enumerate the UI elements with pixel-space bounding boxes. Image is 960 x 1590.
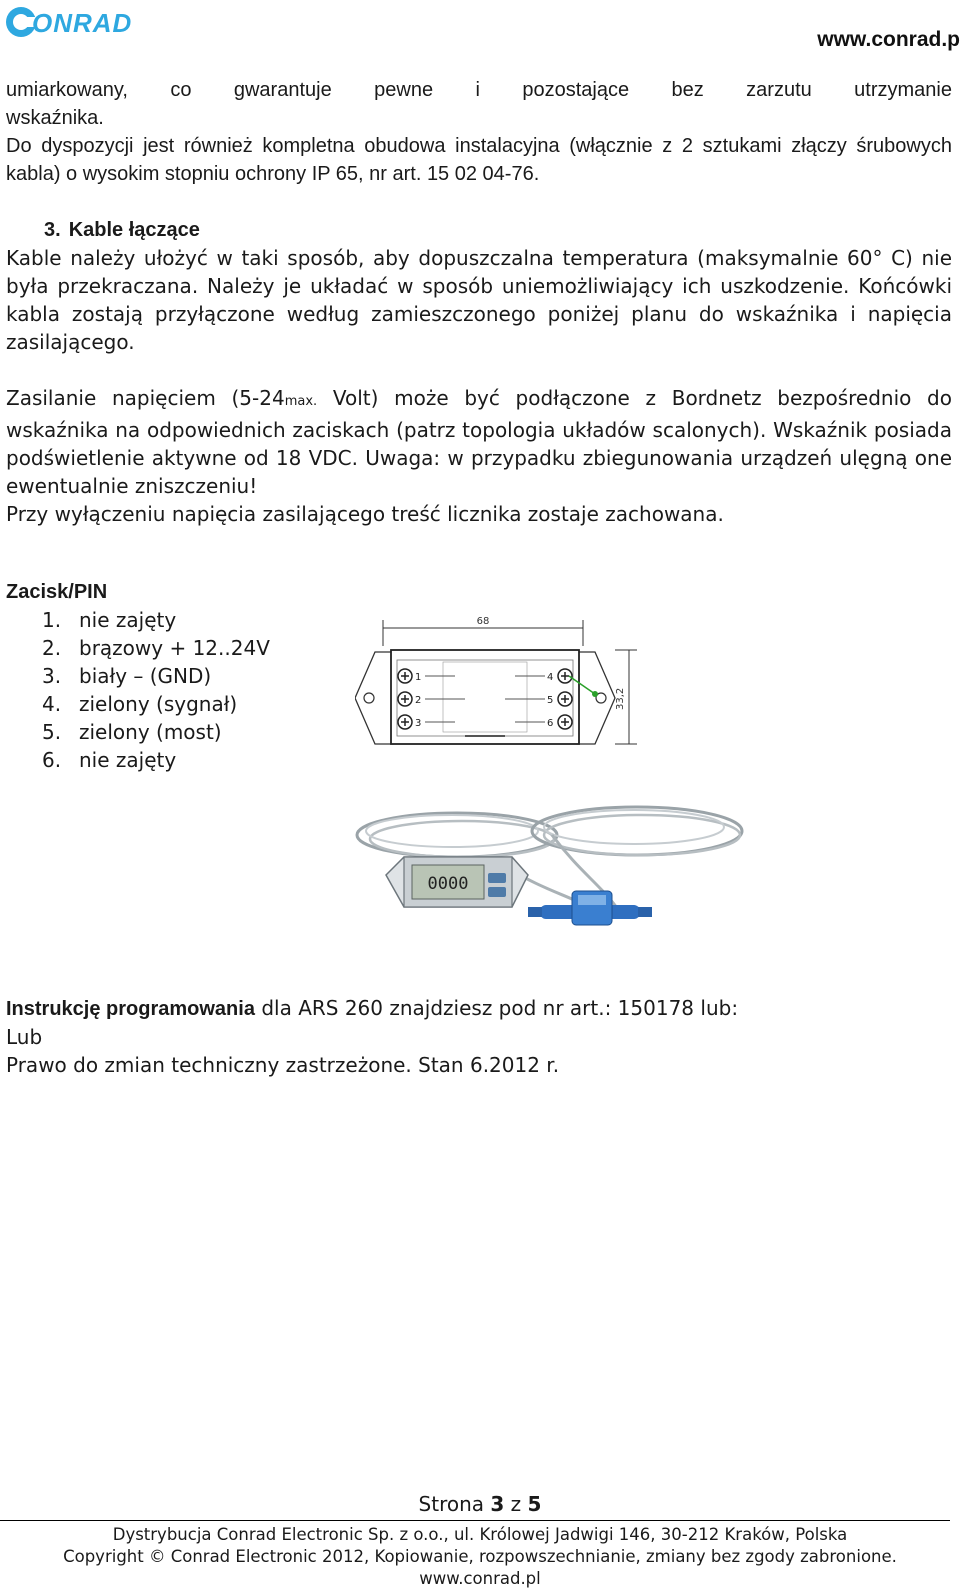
pin-label: zielony (sygnał) [79,692,238,716]
section-3-number: 3. [44,219,61,241]
pin-item [42,662,346,690]
terminal-diagram [355,610,650,760]
footer-copyright: Copyright © Conrad Electronic 2012, Kopiowanie, rozpowszechnianie, zmiany bez zgody zabronione. [63,1547,897,1566]
svg-text:ONRAD: ONRAD [32,8,133,38]
power-supply-text: Zasilanie napięciem (5-24 [6,386,285,410]
page-current: 3 [490,1492,505,1516]
bottom-block [6,994,952,1079]
terminal-number: 5 [547,695,554,706]
section-3-title: Kable łączące [68,219,200,241]
height-dimension-label: 33,2 [615,687,626,710]
pin-item [42,634,346,662]
pin-number: 4. [42,692,62,716]
pin-number: 2. [42,636,62,660]
conrad-logo [4,2,154,42]
pin-label: nie zajęty [79,748,177,772]
display-digits: 0000 [427,874,469,894]
pin-list-block [6,578,346,774]
section-3-paragraph-3: Przy wyłączeniu napięcia zasilającego treść licznika zostaje zachowana. [6,502,724,526]
page-separator: z [504,1492,528,1516]
product-photo [352,795,752,945]
pin-label: nie zajęty [79,608,177,632]
programming-instructions [6,994,952,1023]
max-subscript: max. [284,394,318,409]
width-dimension-label: 68 [476,616,490,627]
pin-number: 6. [42,748,62,772]
footer-website: www.conrad.pl [419,1569,541,1588]
pin-list [6,606,346,774]
pin-number: 5. [42,720,62,744]
intro-block [6,76,952,188]
terminal-number: 2 [415,695,422,706]
power-supply-text-cont: Volt) może być podłączone z Bordnetz bezpośrednio do wskaźnika na odpowiednich zaciskach (patrz topologia układów scalonych). Wskaźnik posiada podświetlenie aktywne od 18 VDC. Uwaga: w przypadku zbiegunowania urządzeń ulęgną one ewentualnie zniszczeniu! [6,386,952,498]
page-total: 5 [527,1492,542,1516]
footer-divider [0,1520,950,1521]
intro-line-2: wskaźnika. [6,107,104,129]
programming-instructions-bold: Instrukcję programowania [6,998,255,1020]
technical-notice: Prawo do zmian techniczny zastrzeżone. Stan 6.2012 r. [6,1053,560,1077]
pin-item [42,718,346,746]
page-number [0,1492,960,1516]
terminal-number: 3 [415,718,422,729]
lub-text: Lub [6,1025,43,1049]
page-prefix: Strona [418,1492,491,1516]
pin-label: zielony (most) [79,720,222,744]
header-website: www.conrad.p [817,28,960,51]
pin-item [42,746,346,774]
intro-line-1: umiarkowany, co gwarantuje pewne i pozostające bez zarzutu utrzymanie [6,79,952,101]
pin-item [42,606,346,634]
pin-number: 3. [42,664,62,688]
pin-number: 1. [42,608,62,632]
programming-instructions-rest: dla ARS 260 znajdziesz pod nr art.: 150178 lub: [254,996,739,1020]
right-terminals [547,669,572,729]
left-terminals [398,669,421,729]
terminal-number: 1 [415,672,422,683]
terminal-number: 6 [547,718,554,729]
footer-distribution: Dystrybucja Conrad Electronic Sp. z o.o., ul. Królowej Jadwigi 146, 30-212 Kraków, Polska [112,1525,848,1544]
terminal-number: 4 [547,672,554,683]
pin-item [42,690,346,718]
pin-label: brązowy + 12..24V [79,636,270,660]
section-3 [6,216,952,528]
pin-label: biały – (GND) [79,664,212,688]
pin-list-title: Zacisk/PIN [6,581,108,603]
section-3-heading [44,216,952,244]
section-3-paragraph-1: Kable należy ułożyć w taki sposób, aby dopuszczalna temperatura (maksymalnie 60° C) nie była przekraczana. Należy je układać w sposób uniemożliwiający ich uszkodzenie. Końcówki kabla zostają przyłączone według zamieszczonego poniżej planu do wskaźnika i napięcia zasilającego. [6,246,952,354]
intro-paragraph-2: Do dyspozycji jest również kompletna obudowa instalacyjna (włącznie z 2 sztukami złączy śrubowych kabla) o wysokim stopniu ochrony IP 65, nr art. 15 02 04-76. [6,135,952,185]
section-3-paragraph-2 [6,384,952,500]
